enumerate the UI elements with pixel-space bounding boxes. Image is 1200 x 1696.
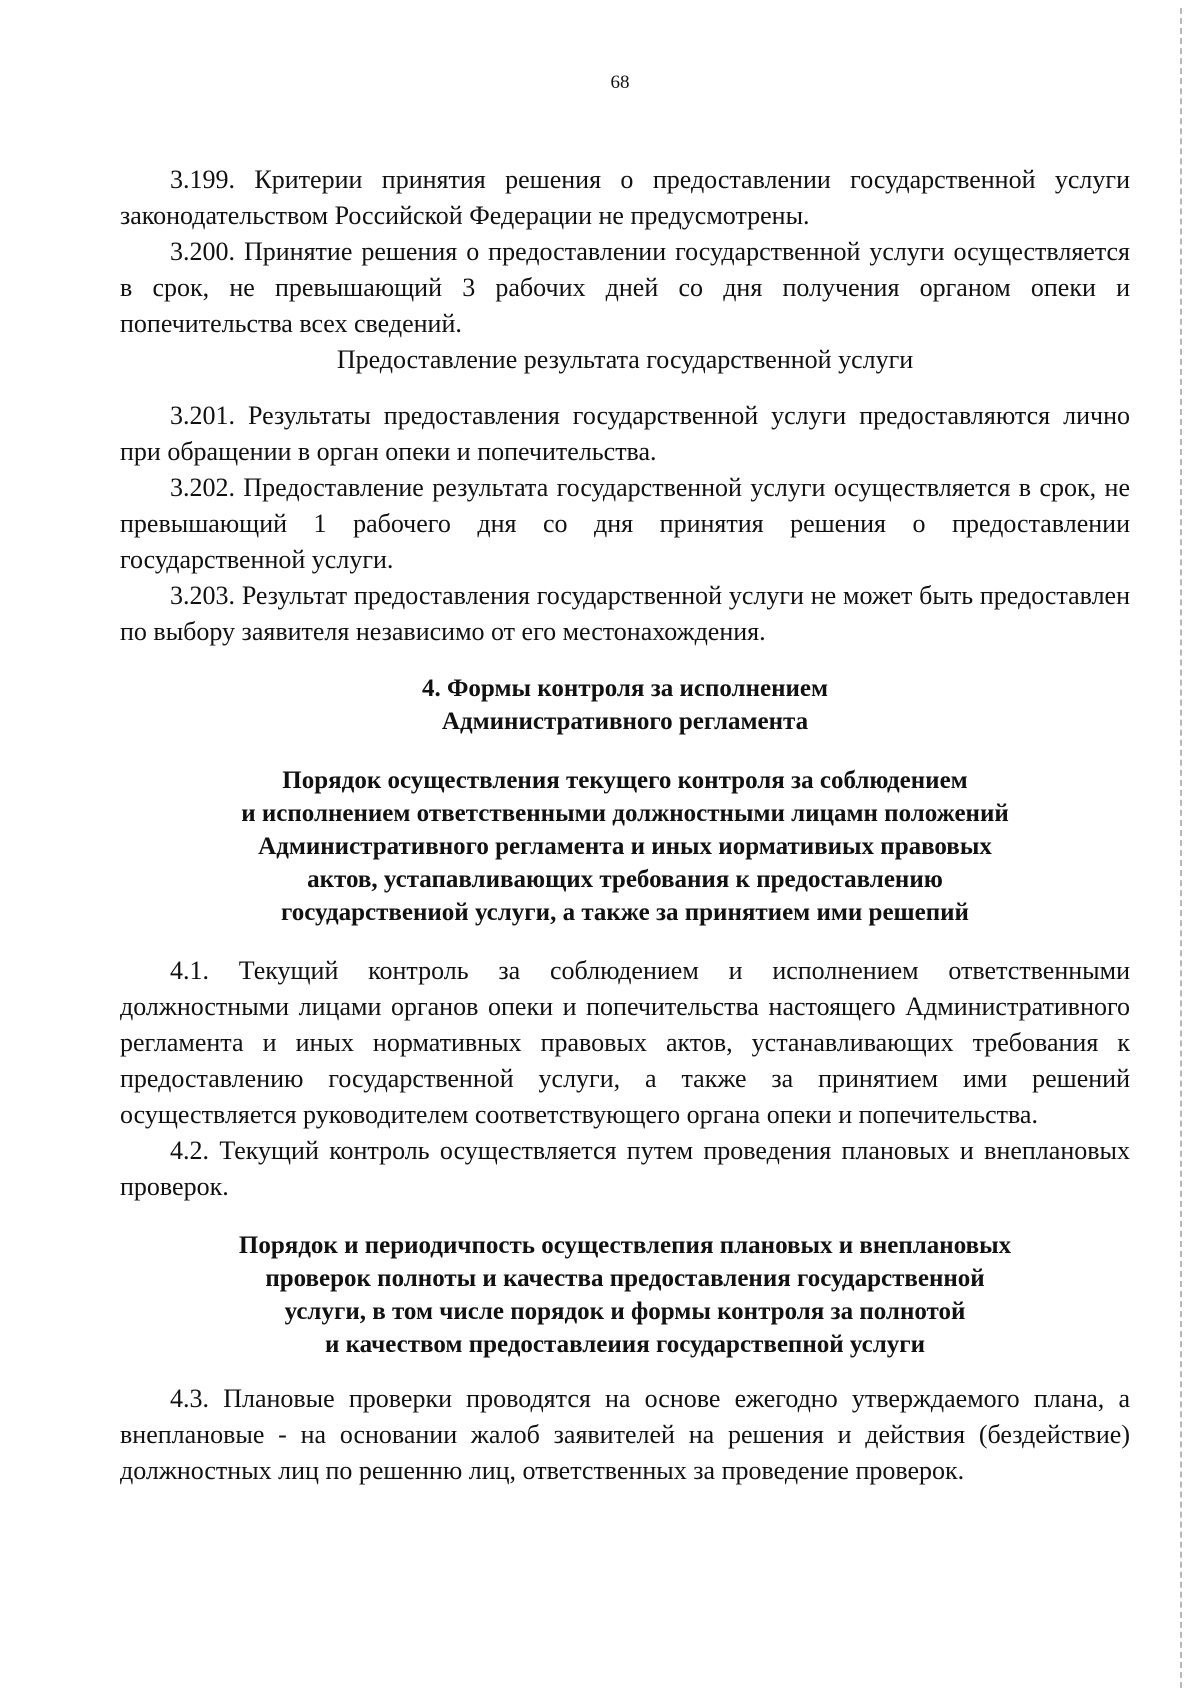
- subheading-inspections: [120, 1229, 1130, 1361]
- subheading-line: услуги, в том числе порядок и формы контроля за полнотой: [284, 1298, 966, 1325]
- paragraph-4-1: 4.1. Текущий контроль за соблюдением и исполнением ответственными должностными лицами органов опеки и попечительства настоящего Административного регламента и иных нормативных правовых актов, устанавливающих требования к предоставлению государственной услуги, а также за принятием ими решений осуществляется руководителем соответствующего органа опеки и попечительства.: [120, 956, 1130, 1129]
- paragraph-3-201: 3.201. Результаты предоставления государственной услуги предоставляются лично при обращении в орган опеки и попечительства.: [120, 401, 1130, 466]
- section-4-heading: [120, 672, 1130, 738]
- scan-margin-line: [1180, 8, 1182, 1688]
- subheading-line: проверок полноты и качества предоставления государственной: [265, 1265, 985, 1292]
- subheading-result: Предоставление результата государственной услуги: [336, 345, 914, 374]
- paragraph-3-199: 3.199. Критерии принятия решения о предоставлении государственной услуги законодательством Российской Федерации не предусмотрены.: [120, 165, 1130, 230]
- subheading-line: Порядок и периодичпость осуществлепия плановых и внеплановых: [238, 1232, 1012, 1259]
- subheading-line: государствениой услуги, а также за принятием ими решепий: [281, 899, 969, 926]
- paragraph-4-3: 4.3. Плановые проверки проводятся на основе ежегодно утверждаемого плана, а внеплановые - на основании жалоб заявителей на решения и действия (бездействие) должностных лиц по решенню лиц, ответственных за проведение проверок.: [120, 1384, 1130, 1485]
- subheading-line: Административного регламента и иных иормативиых правовых: [258, 833, 992, 860]
- subheading-line: и качеством предоставлеиия государствепной услуги: [325, 1331, 925, 1358]
- section-4-heading-line: Административного регламента: [441, 708, 809, 735]
- subheading-line: Порядок осуществления текущего контроля за соблюдением: [282, 767, 968, 794]
- subheading-line: актов, устапавливающих требования к предоставлению: [307, 866, 943, 893]
- paragraph-3-203: 3.203. Результат предоставления государственной услуги не может быть предоставлен по выбору заявителя независимо от его местонахождения.: [120, 581, 1130, 646]
- subheading-current-control: [120, 764, 1130, 929]
- paragraph-4-2: 4.2. Текущий контроль осуществляется путем проведения плановых и внеплановых проверок.: [120, 1136, 1130, 1201]
- subheading-line: и исполнением ответственными должностными лицамн положений: [241, 800, 1009, 827]
- page-number: 68: [610, 72, 630, 93]
- paragraph-3-202: 3.202. Предоставление результата государственной услуги осуществляется в срок, не превышающий 1 рабочего дня со дня принятия решения о предоставлении государственной услуги.: [120, 473, 1130, 574]
- section-4-heading-line: 4. Формы контроля за исполнением: [421, 675, 829, 702]
- paragraph-3-200: 3.200. Принятие решения о предоставлении государственной услуги осуществляется в срок, не превышающий 3 рабочих дней со дня получения органом опеки и попечительства всех сведений.: [120, 237, 1130, 338]
- document-body: [120, 162, 1130, 1489]
